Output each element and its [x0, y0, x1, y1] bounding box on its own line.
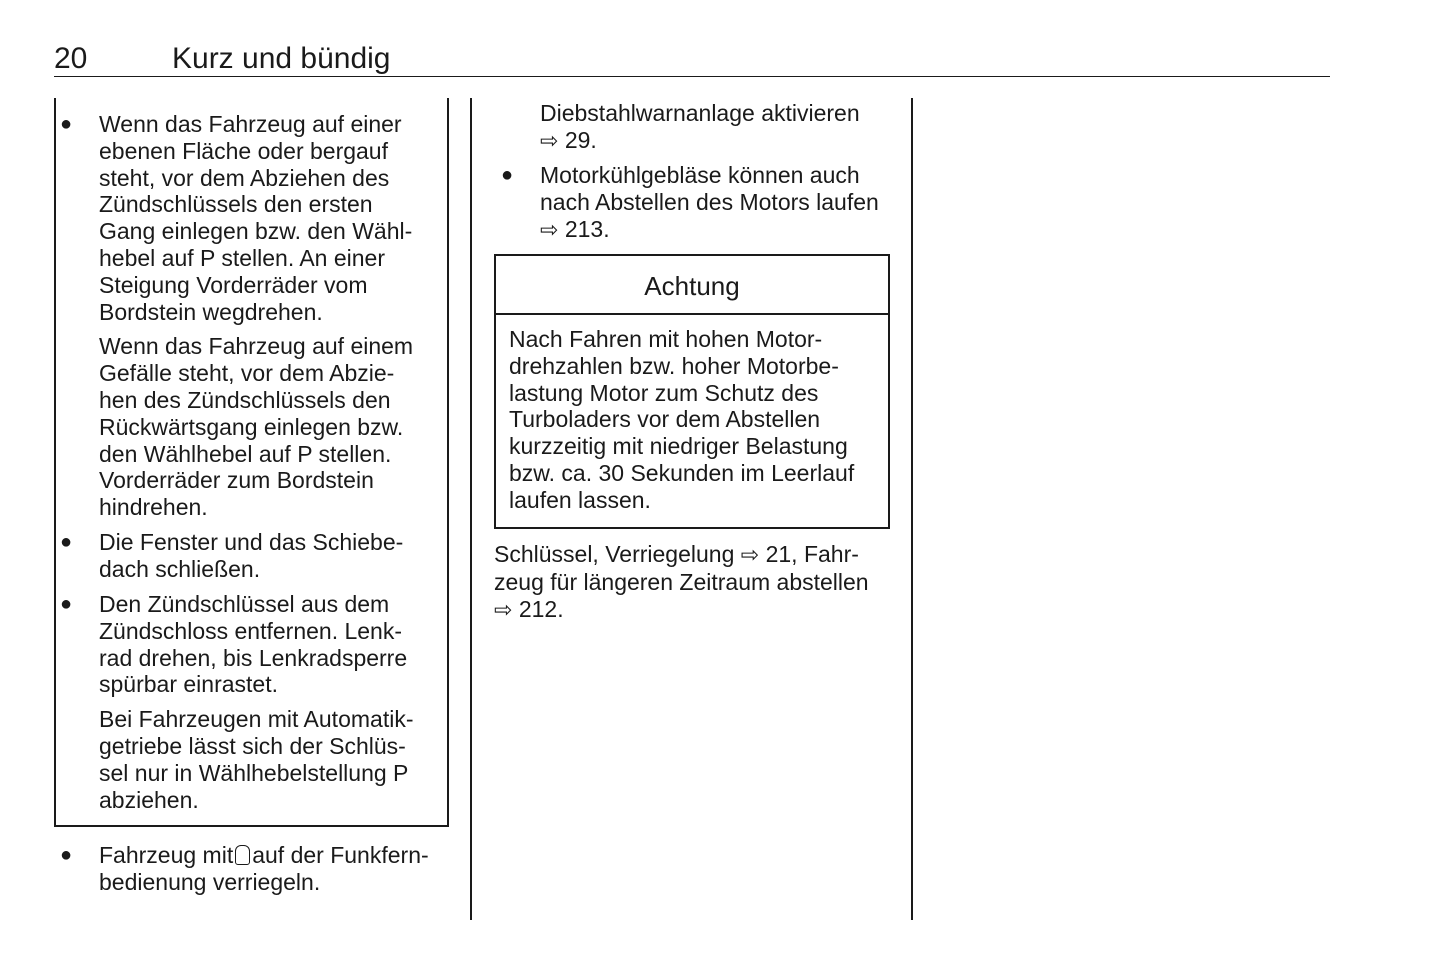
page-number: 20	[54, 42, 88, 75]
bullet: ●	[60, 531, 73, 553]
bullet: ●	[60, 593, 73, 615]
bullet: ●	[60, 113, 73, 135]
bullet: ●	[60, 844, 73, 866]
paragraph-continuation: Diebstahlwarnanlage aktivieren ⇨ 29.	[540, 100, 860, 153]
warning-box	[494, 254, 890, 529]
paragraph: Wenn das Fahrzeug auf einem Gefälle steht, vor dem Abzie- hen des Zündschlüssels den Rückwärtsgang einlegen bzw. den Wählhebel auf P stellen. Vorderräder zum Bordstein hindrehen.	[99, 333, 414, 521]
reference-arrow-icon: ⇨	[740, 542, 760, 567]
chapter-title: Kurz und bündig	[172, 42, 391, 75]
paragraph: Wenn das Fahrzeug auf einer ebenen Fläche oder bergauf steht, vor dem Abziehen des Zündschlüssels den ersten Gang einlegen bzw. den Wähl- hebel auf P stellen. An einer Steigung Vorderräder vom Bordstein wegdrehen.	[99, 111, 413, 325]
paragraph: Bei Fahrzeugen mit Automatik- getriebe lässt sich der Schlüs- sel nur in Wählhebelstellung P abziehen.	[99, 706, 414, 813]
reference-arrow-icon: ⇨	[540, 216, 559, 242]
column-divider	[470, 98, 472, 920]
bullet: ●	[501, 164, 514, 186]
page-header	[54, 40, 1330, 77]
paragraph: Den Zündschlüssel aus dem Zündschloss entfernen. Lenk- rad drehen, bis Lenkradsperre spürbar einrastet.	[99, 591, 408, 698]
column-divider	[911, 98, 913, 920]
reference-arrow-icon: ⇨	[494, 596, 513, 622]
warning-text: Nach Fahren mit hohen Motor- drehzahlen bzw. hoher Motorbe- lastung Motor zum Schutz des Turboladers vor dem Abstellen kurzzeitig mit niedriger Belastung bzw. ca. 30 Sekunden im Leerlauf laufen lassen.	[509, 326, 855, 513]
warning-title: Achtung	[496, 256, 888, 315]
cross-references: Schlüssel, Verriegelung ⇨ 21, Fahr- zeug für längeren Zeitraum abstellen ⇨ 212.	[494, 541, 869, 622]
reference-arrow-icon: ⇨	[540, 127, 559, 153]
lock-icon	[235, 845, 250, 865]
